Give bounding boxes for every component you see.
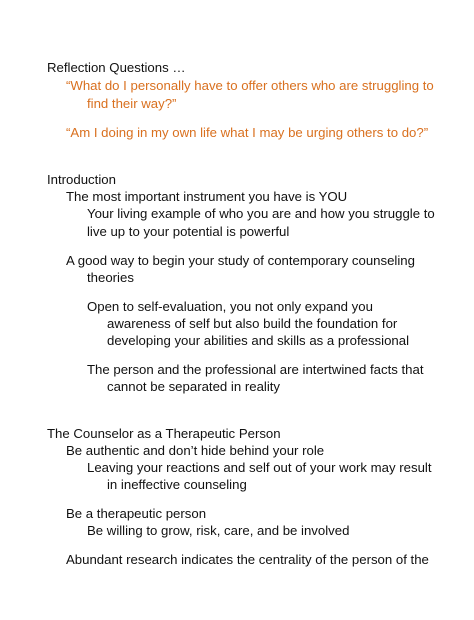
- counselor-point-2-sub: Be willing to grow, risk, care, and be involved: [87, 523, 350, 538]
- reflection-question-1-line-1: “What do I personally have to offer others who are struggling to: [66, 78, 434, 93]
- intro-point-1-sub-line-1: Your living example of who you are and how you struggle to: [87, 206, 435, 221]
- intro-point-3-line-2: awareness of self but also build the foundation for: [107, 316, 398, 331]
- counselor-heading: The Counselor as a Therapeutic Person: [47, 426, 281, 441]
- counselor-point-1: Be authentic and don’t hide behind your role: [66, 443, 325, 458]
- intro-point-4-line-1: The person and the professional are intertwined facts that: [87, 362, 424, 377]
- intro-point-2-line-2: theories: [87, 270, 134, 285]
- intro-point-1: The most important instrument you have is YOU: [66, 189, 348, 204]
- counselor-point-1-sub-line-1: Leaving your reactions and self out of your work may result: [87, 460, 432, 475]
- reflection-question-1-line-2: find their way?”: [87, 96, 177, 111]
- intro-point-3-line-3: developing your abilities and skills as a professional: [107, 333, 410, 348]
- counselor-point-1-sub-line-2: in ineffective counseling: [107, 477, 247, 492]
- counselor-point-3: Abundant research indicates the centrality of the person of the: [66, 552, 429, 567]
- reflection-heading: Reflection Questions …: [47, 60, 186, 75]
- intro-point-3-line-1: Open to self-evaluation, you not only expand you: [87, 299, 373, 314]
- introduction-heading: Introduction: [47, 172, 116, 187]
- intro-point-1-sub-line-2: live up to your potential is powerful: [87, 224, 290, 239]
- reflection-question-2: “Am I doing in my own life what I may be urging others to do?”: [66, 125, 429, 140]
- intro-point-2-line-1: A good way to begin your study of contemporary counseling: [66, 253, 415, 268]
- intro-point-4-line-2: cannot be separated in reality: [107, 379, 281, 394]
- counselor-point-2: Be a therapeutic person: [66, 506, 207, 521]
